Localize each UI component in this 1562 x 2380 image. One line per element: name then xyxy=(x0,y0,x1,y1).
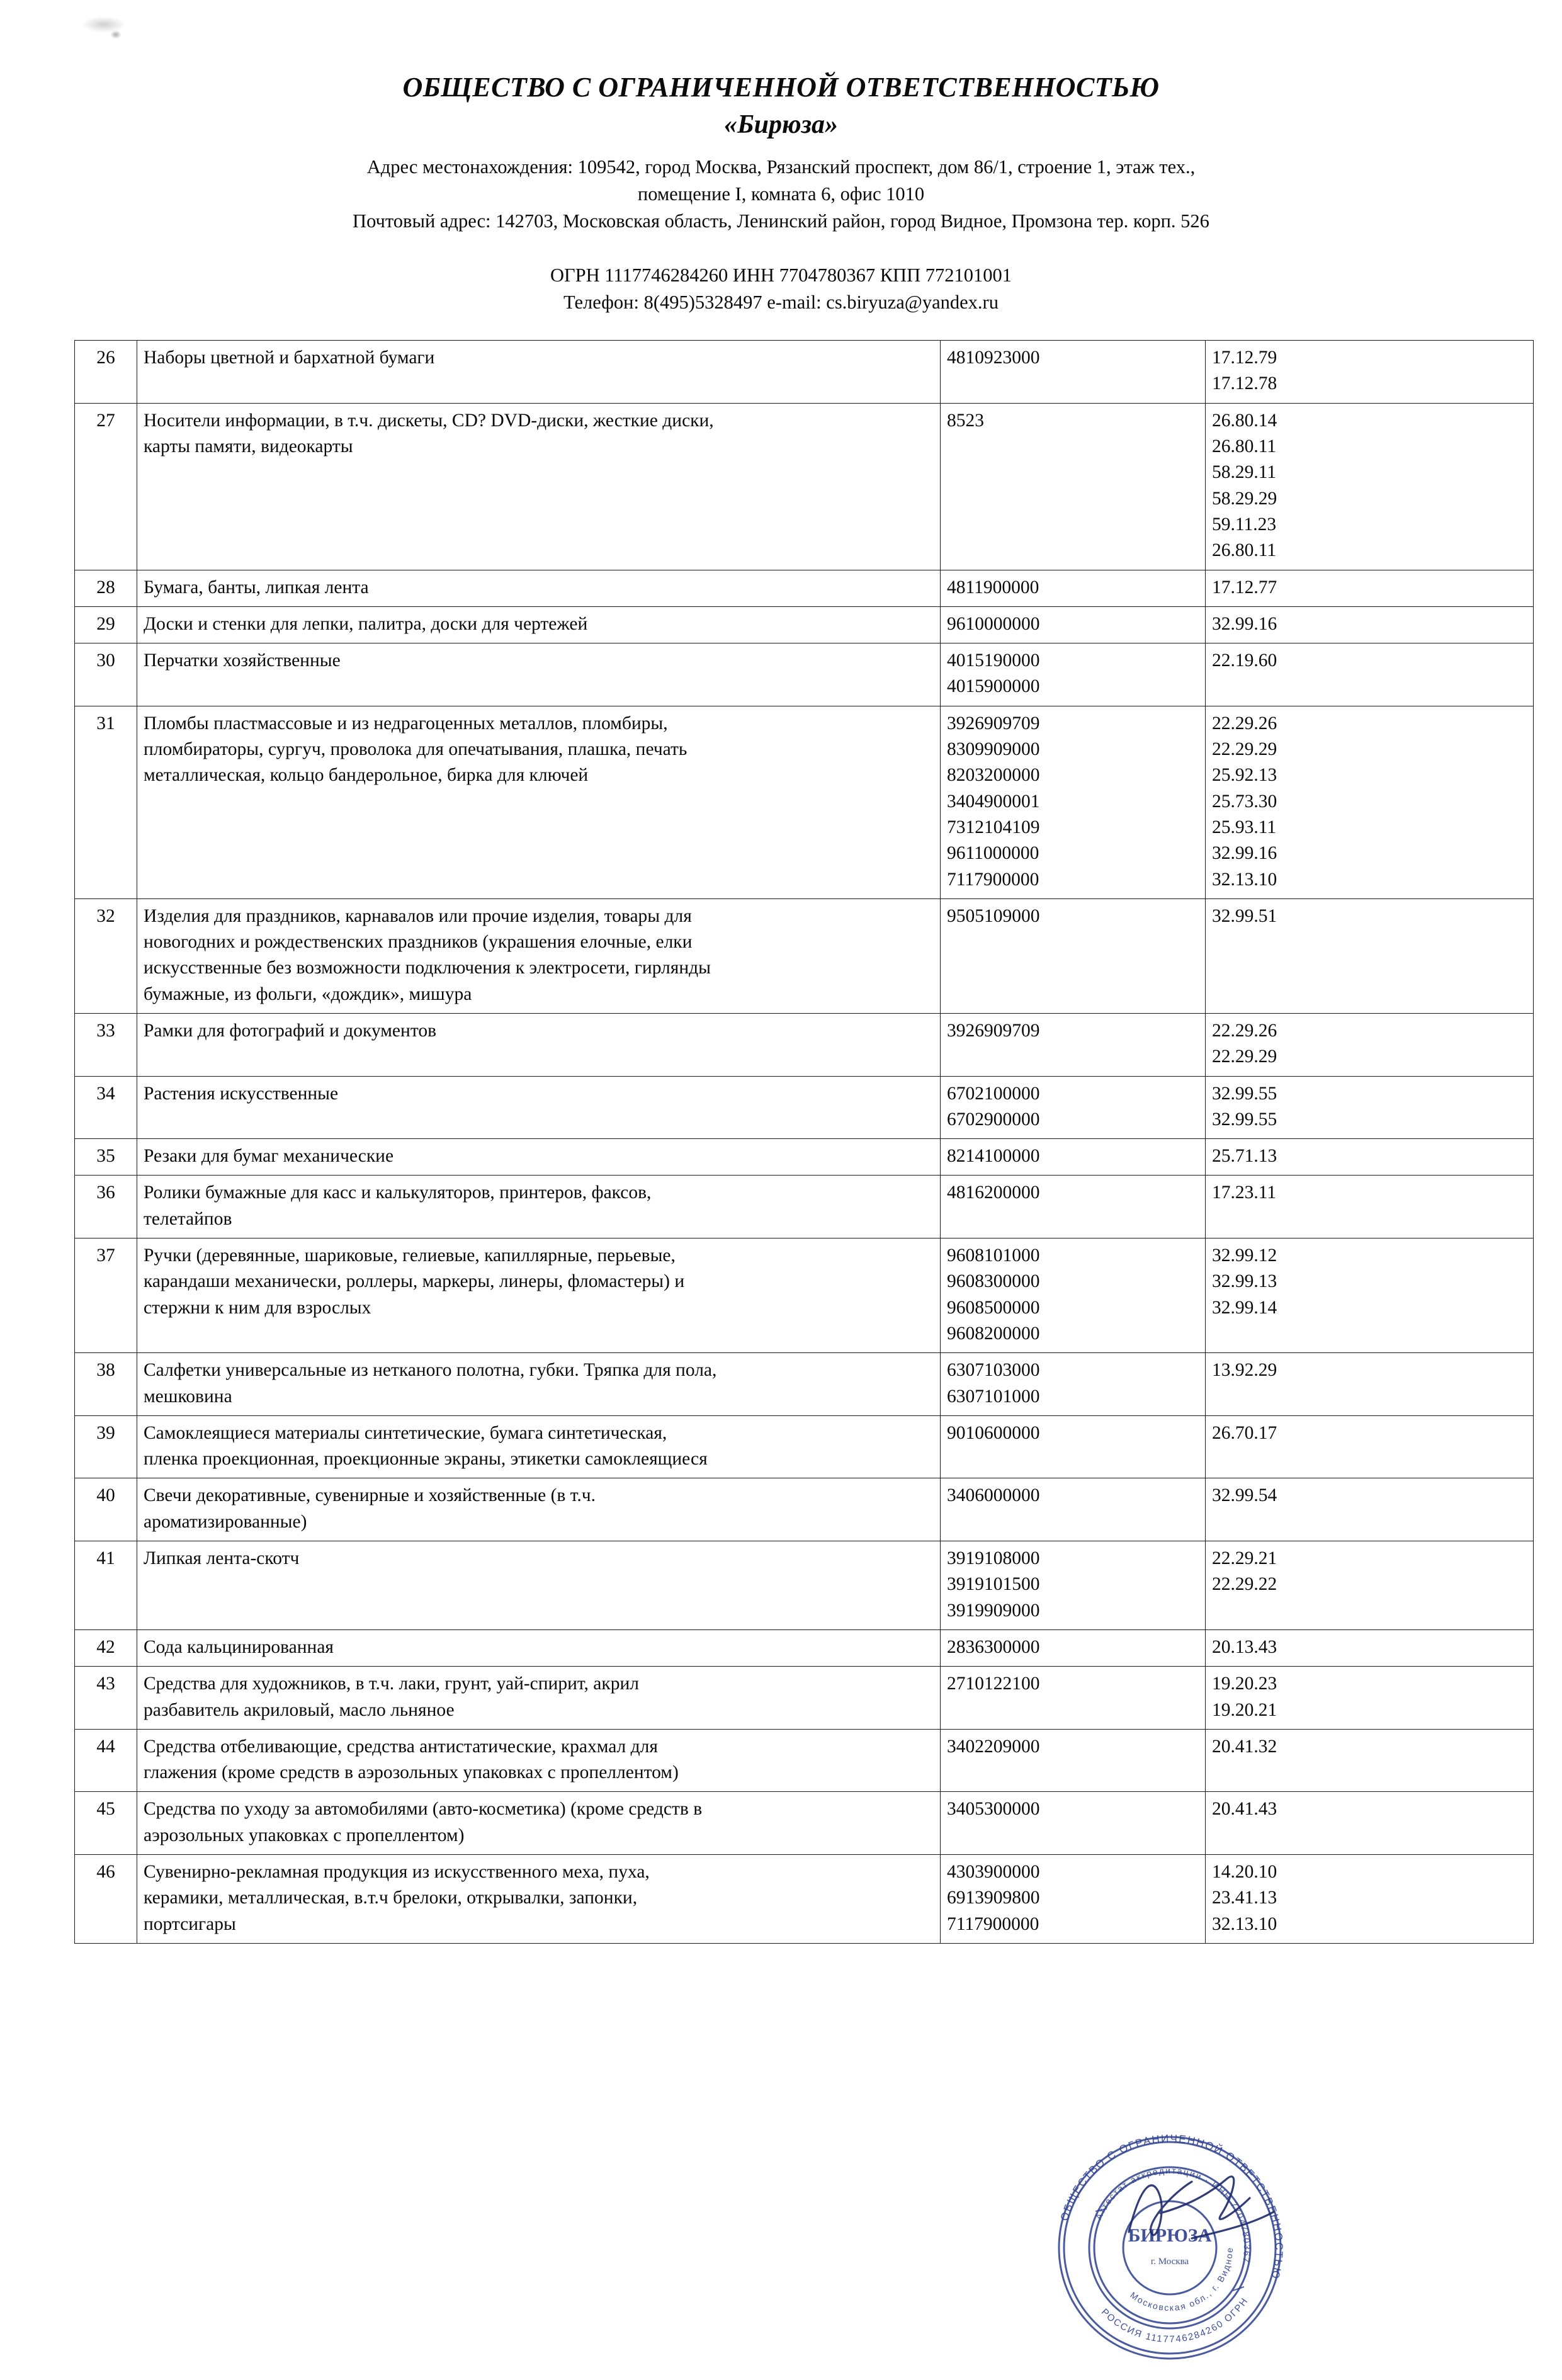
product-name xyxy=(137,1667,941,1730)
row-number: 30 xyxy=(75,643,137,706)
tnved-code xyxy=(941,1667,1206,1730)
okpd-code xyxy=(1206,1729,1534,1792)
tnved-code-line: 3919108000 xyxy=(947,1548,1040,1569)
table-row xyxy=(75,1353,1534,1416)
tnved-code-line: 3404900001 xyxy=(947,791,1040,812)
okpd-code-line: 59.11.23 xyxy=(1212,514,1277,535)
okpd-code-line: 20.13.43 xyxy=(1212,1636,1277,1657)
product-name xyxy=(137,1855,941,1944)
okpd-code-line: 19.20.21 xyxy=(1212,1699,1277,1720)
org-name: «Бирюза» xyxy=(723,110,839,139)
product-name-line: телетайпов xyxy=(144,1208,232,1229)
table-row xyxy=(75,1792,1534,1855)
row-number: 35 xyxy=(75,1139,137,1176)
tnved-code xyxy=(941,898,1206,1013)
row-number: 27 xyxy=(75,403,137,570)
tnved-code-line: 9608500000 xyxy=(947,1297,1040,1318)
product-name-line: Перчатки хозяйственные xyxy=(144,650,341,671)
scan-artifact-dot xyxy=(110,30,122,39)
company-stamp xyxy=(1038,2116,1302,2380)
tnved-code-line: 7312104109 xyxy=(947,817,1040,837)
product-name xyxy=(137,341,941,404)
table-row xyxy=(75,341,1534,404)
tnved-code-line: 4816200000 xyxy=(947,1182,1040,1203)
okpd-code xyxy=(1206,403,1534,570)
tnved-code xyxy=(941,1139,1206,1176)
row-number: 37 xyxy=(75,1238,137,1353)
tnved-code-line: 3919101500 xyxy=(947,1574,1040,1595)
product-name-line: Ролики бумажные для касс и калькуляторов, принтеров, факсов, xyxy=(144,1182,652,1203)
tnved-code-line: 4811900000 xyxy=(947,577,1039,598)
row-number: 29 xyxy=(75,606,137,643)
okpd-code-line: 13.92.29 xyxy=(1212,1360,1277,1381)
product-name-line: разбавитель акриловый, масло льняное xyxy=(144,1699,455,1720)
okpd-code xyxy=(1206,1478,1534,1541)
table-row xyxy=(75,706,1534,898)
product-name-line: Пломбы пластмассовые и из недрагоценных металлов, пломбиры, xyxy=(144,713,668,734)
tnved-code-line: 3926909709 xyxy=(947,1020,1040,1041)
product-name xyxy=(137,1478,941,1541)
tnved-code-line: 4015900000 xyxy=(947,676,1040,697)
tnved-code-line: 9010600000 xyxy=(947,1422,1040,1443)
okpd-code-line: 22.19.60 xyxy=(1212,650,1277,671)
okpd-code xyxy=(1206,1667,1534,1730)
tnved-code xyxy=(941,1629,1206,1666)
okpd-code-line: 26.80.14 xyxy=(1212,410,1277,431)
okpd-code xyxy=(1206,1238,1534,1353)
table-row xyxy=(75,1667,1534,1730)
okpd-code-line: 17.12.79 xyxy=(1212,348,1277,368)
tnved-code-line: 6307103000 xyxy=(947,1360,1040,1381)
tnved-code-line: 6702100000 xyxy=(947,1083,1040,1104)
tnved-code-line: 8309909000 xyxy=(947,739,1040,760)
product-name-line: Сода кальцинированная xyxy=(144,1636,334,1657)
tnved-code-line: 3406000000 xyxy=(947,1485,1040,1506)
okpd-code-line: 32.99.13 xyxy=(1212,1271,1277,1292)
okpd-code-line: 26.70.17 xyxy=(1212,1422,1277,1443)
tnved-code xyxy=(941,1076,1206,1139)
okpd-code xyxy=(1206,1541,1534,1630)
tnved-code-line: 6913909800 xyxy=(947,1888,1040,1908)
product-name-line: металлическая, кольцо бандерольное, бирка для ключей xyxy=(144,765,589,786)
tnved-code xyxy=(941,706,1206,898)
okpd-code xyxy=(1206,706,1534,898)
tnved-code-line: 3402209000 xyxy=(947,1736,1040,1757)
okpd-code-line: 25.93.11 xyxy=(1212,817,1277,837)
product-name-line: Самоклеящиеся материалы синтетические, бумага синтетическая, xyxy=(144,1422,667,1443)
tnved-code-line: 9608101000 xyxy=(947,1245,1040,1266)
product-name xyxy=(137,898,941,1013)
row-number: 33 xyxy=(75,1013,137,1076)
product-name xyxy=(137,1076,941,1139)
product-name xyxy=(137,643,941,706)
product-name-line: пломбираторы, сургуч, проволока для опечатывания, плашка, печать xyxy=(144,739,688,760)
product-name-line: аэрозольных упаковках с пропеллентом) xyxy=(144,1825,465,1845)
product-name xyxy=(137,1238,941,1353)
product-name-line: карандаши механически, роллеры, маркеры, линеры, фломастеры) и xyxy=(144,1271,685,1292)
product-name-line: ароматизированные) xyxy=(144,1511,307,1532)
tnved-code-line: 6702900000 xyxy=(947,1109,1040,1130)
okpd-code xyxy=(1206,1629,1534,1666)
tnved-code xyxy=(941,1353,1206,1416)
table-row xyxy=(75,1076,1534,1139)
tnved-code-line: 4303900000 xyxy=(947,1862,1040,1882)
product-name xyxy=(137,1792,941,1855)
okpd-code-line: 58.29.11 xyxy=(1212,462,1277,483)
tnved-code xyxy=(941,570,1206,606)
okpd-code-line: 17.23.11 xyxy=(1212,1182,1277,1203)
okpd-code-line: 22.29.29 xyxy=(1212,1046,1277,1067)
okpd-code-line: 32.99.51 xyxy=(1212,905,1277,926)
table-row xyxy=(75,1541,1534,1630)
product-name xyxy=(137,606,941,643)
products-table xyxy=(74,340,1534,1944)
table-row xyxy=(75,1855,1534,1944)
row-number: 39 xyxy=(75,1415,137,1478)
product-name xyxy=(137,403,941,570)
org-type: ОБЩЕСТВО С ОГРАНИЧЕННОЙ ОТВЕТСТВЕННОСТЬЮ xyxy=(402,72,1160,103)
product-name xyxy=(137,1139,941,1176)
svg-text:РОССИЯ 1117746284260 ОГРН: РОССИЯ 1117746284260 ОГРН xyxy=(1099,2295,1251,2345)
signature xyxy=(1116,2138,1305,2301)
tnved-code-line: 9608200000 xyxy=(947,1323,1040,1344)
table-row xyxy=(75,1729,1534,1792)
address-line-3: Почтовый адрес: 142703, Московская область, Ленинский район, город Видное, Промзона тер. корп. 526 xyxy=(353,210,1209,232)
okpd-code-line: 25.92.13 xyxy=(1212,765,1277,786)
reg-line-1: ОГРН 1117746284260 ИНН 7704780367 КПП 772101001 xyxy=(550,264,1012,286)
row-number: 40 xyxy=(75,1478,137,1541)
okpd-code-line: 22.29.22 xyxy=(1212,1574,1277,1595)
tnved-code xyxy=(941,1729,1206,1792)
tnved-code xyxy=(941,606,1206,643)
product-name-line: Наборы цветной и бархатной бумаги xyxy=(144,348,435,368)
tnved-code xyxy=(941,1792,1206,1855)
row-number: 28 xyxy=(75,570,137,606)
product-name-line: Средства для художников, в т.ч. лаки, грунт, уай-спирит, акрил xyxy=(144,1674,639,1694)
okpd-code xyxy=(1206,1176,1534,1238)
tnved-code-line: 9505109000 xyxy=(947,905,1040,926)
tnved-code xyxy=(941,1176,1206,1238)
product-name xyxy=(137,1629,941,1666)
svg-text:Аттестат аккредитации · ИНН 77: Аттестат аккредитации · ИНН 7704780367 xyxy=(1093,2165,1253,2265)
product-name-line: Носители информации, в т.ч. дискеты, CD? DVD-диски, жесткие диски, xyxy=(144,410,714,431)
product-name-line: Свечи декоративные, сувенирные и хозяйственные (в т.ч. xyxy=(144,1485,596,1506)
tnved-code-line: 2710122100 xyxy=(947,1674,1040,1694)
okpd-code xyxy=(1206,341,1534,404)
tnved-code-line: 8203200000 xyxy=(947,765,1040,786)
product-name-line: Бумага, банты, липкая лента xyxy=(144,577,369,598)
registration-block xyxy=(0,262,1562,317)
tnved-code-line: 3926909709 xyxy=(947,713,1040,734)
product-name xyxy=(137,1353,941,1416)
tnved-code-line: 4810923000 xyxy=(947,348,1040,368)
product-name-line: Средства по уходу за автомобилями (авто-косметика) (кроме средств в xyxy=(144,1799,703,1820)
product-name-line: пленка проекционная, проекционные экраны, этикетки самоклеящиеся xyxy=(144,1449,708,1470)
product-name-line: бумажные, из фольги, «дождик», мишура xyxy=(144,983,472,1004)
product-name-line: стержни к ним для взрослых xyxy=(144,1297,371,1318)
table-row xyxy=(75,1238,1534,1353)
product-name-line: Растения искусственные xyxy=(144,1083,339,1104)
table-row xyxy=(75,403,1534,570)
address-block xyxy=(0,154,1562,235)
okpd-code-line: 26.80.11 xyxy=(1212,540,1277,561)
tnved-code xyxy=(941,1013,1206,1076)
row-number: 32 xyxy=(75,898,137,1013)
okpd-code xyxy=(1206,1139,1534,1176)
tnved-code xyxy=(941,1238,1206,1353)
address-line-2: помещение I, комната 6, офис 1010 xyxy=(637,183,925,205)
table-row xyxy=(75,1139,1534,1176)
tnved-code-line: 4015190000 xyxy=(947,650,1040,671)
row-number: 31 xyxy=(75,706,137,898)
okpd-code-line: 23.41.13 xyxy=(1212,1888,1277,1908)
okpd-code-line: 14.20.10 xyxy=(1212,1862,1277,1882)
product-name xyxy=(137,1415,941,1478)
okpd-code-line: 58.29.29 xyxy=(1212,488,1277,509)
table-row xyxy=(75,570,1534,606)
okpd-code-line: 32.13.10 xyxy=(1212,1913,1277,1934)
okpd-code xyxy=(1206,1353,1534,1416)
okpd-code-line: 32.13.10 xyxy=(1212,869,1277,890)
product-name xyxy=(137,1541,941,1630)
table-row xyxy=(75,1176,1534,1238)
product-name-line: Резаки для бумаг механические xyxy=(144,1146,394,1167)
svg-text:БИРЮЗА: БИРЮЗА xyxy=(1128,2225,1212,2247)
okpd-code xyxy=(1206,1013,1534,1076)
okpd-code xyxy=(1206,1792,1534,1855)
okpd-code-line: 17.12.77 xyxy=(1212,577,1277,598)
tnved-code-line: 8523 xyxy=(947,410,984,431)
address-line-1: Адрес местонахождения: 109542, город Москва, Рязанский проспект, дом 86/1, строение 1, этаж тех., xyxy=(366,156,1196,178)
svg-text:г. Москва: г. Москва xyxy=(1150,2257,1189,2267)
okpd-code xyxy=(1206,898,1534,1013)
okpd-code-line: 32.99.14 xyxy=(1212,1297,1277,1318)
row-number: 26 xyxy=(75,341,137,404)
tnved-code-line: 7117900000 xyxy=(947,869,1039,890)
product-name-line: Изделия для праздников, карнавалов или прочие изделия, товары для xyxy=(144,905,692,926)
okpd-code xyxy=(1206,606,1534,643)
product-name-line: портсигары xyxy=(144,1913,236,1934)
product-name xyxy=(137,1013,941,1076)
table-row xyxy=(75,606,1534,643)
tnved-code xyxy=(941,341,1206,404)
okpd-code-line: 22.29.26 xyxy=(1212,713,1277,734)
okpd-code xyxy=(1206,1076,1534,1139)
product-name-line: искусственные без возможности подключения к электросети, гирлянды xyxy=(144,958,711,978)
tnved-code-line: 3405300000 xyxy=(947,1799,1040,1820)
tnved-code xyxy=(941,1855,1206,1944)
product-name xyxy=(137,1729,941,1792)
table-row xyxy=(75,1629,1534,1666)
product-name-line: мешковина xyxy=(144,1386,232,1407)
okpd-code-line: 26.80.11 xyxy=(1212,436,1277,457)
okpd-code xyxy=(1206,643,1534,706)
okpd-code-line: 19.20.23 xyxy=(1212,1674,1277,1694)
product-name-line: Липкая лента-скотч xyxy=(144,1548,300,1569)
tnved-code-line: 9610000000 xyxy=(947,613,1040,634)
product-name xyxy=(137,706,941,898)
tnved-code-line: 8214100000 xyxy=(947,1146,1040,1167)
table-row xyxy=(75,1013,1534,1076)
okpd-code-line: 22.29.29 xyxy=(1212,739,1277,760)
okpd-code-line: 17.12.78 xyxy=(1212,373,1277,394)
svg-text:Московская обл., г. Видное: Московская обл., г. Видное xyxy=(1128,2246,1235,2313)
table-row xyxy=(75,898,1534,1013)
row-number: 45 xyxy=(75,1792,137,1855)
row-number: 41 xyxy=(75,1541,137,1630)
okpd-code-line: 32.99.55 xyxy=(1212,1083,1277,1104)
row-number: 36 xyxy=(75,1176,137,1238)
product-name xyxy=(137,1176,941,1238)
okpd-code-line: 32.99.55 xyxy=(1212,1109,1277,1130)
row-number: 38 xyxy=(75,1353,137,1416)
product-name-line: глажения (кроме средств в аэрозольных упаковках с пропеллентом) xyxy=(144,1762,679,1783)
document-header xyxy=(0,0,1562,316)
okpd-code xyxy=(1206,1855,1534,1944)
tnved-code xyxy=(941,1415,1206,1478)
tnved-code xyxy=(941,403,1206,570)
row-number: 46 xyxy=(75,1855,137,1944)
tnved-code xyxy=(941,1478,1206,1541)
okpd-code-line: 32.99.16 xyxy=(1212,843,1277,864)
table-row xyxy=(75,1415,1534,1478)
product-name xyxy=(137,570,941,606)
okpd-code-line: 20.41.32 xyxy=(1212,1736,1277,1757)
product-name-line: Средства отбеливающие, средства антистатические, крахмал для xyxy=(144,1736,658,1757)
okpd-code-line: 25.71.13 xyxy=(1212,1146,1277,1167)
tnved-code-line: 6307101000 xyxy=(947,1386,1040,1407)
tnved-code-line: 3919909000 xyxy=(947,1600,1040,1621)
tnved-code-line: 7117900000 xyxy=(947,1913,1039,1934)
products-table-wrap xyxy=(74,340,1488,2345)
okpd-code-line: 20.41.43 xyxy=(1212,1799,1277,1820)
okpd-code xyxy=(1206,570,1534,606)
product-name-line: новогодних и рождественских праздников (украшения елочные, елки xyxy=(144,932,693,953)
okpd-code-line: 32.99.54 xyxy=(1212,1485,1277,1506)
product-name-line: Салфетки универсальные из нетканого полотна, губки. Тряпка для пола, xyxy=(144,1360,717,1381)
table-row xyxy=(75,643,1534,706)
tnved-code-line: 2836300000 xyxy=(947,1636,1040,1657)
row-number: 42 xyxy=(75,1629,137,1666)
product-name-line: Ручки (деревянные, шариковые, гелиевые, капиллярные, перьевые, xyxy=(144,1245,676,1266)
okpd-code xyxy=(1206,1415,1534,1478)
table-row xyxy=(75,1478,1534,1541)
product-name-line: Рамки для фотографий и документов xyxy=(144,1020,436,1041)
okpd-code-line: 22.29.21 xyxy=(1212,1548,1277,1569)
row-number: 44 xyxy=(75,1729,137,1792)
okpd-code-line: 32.99.16 xyxy=(1212,613,1277,634)
product-name-line: керамики, металлическая, в.т.ч брелоки, открывалки, запонки, xyxy=(144,1888,638,1908)
row-number: 43 xyxy=(75,1667,137,1730)
product-name-line: карты памяти, видеокарты xyxy=(144,436,353,457)
tnved-code xyxy=(941,1541,1206,1630)
product-name-line: Доски и стенки для лепки, палитра, доски для чертежей xyxy=(144,613,588,634)
svg-text:ОБЩЕСТВО С ОГРАНИЧЕННОЙ ОТВЕТС: ОБЩЕСТВО С ОГРАНИЧЕННОЙ ОТВЕТСТВЕННОСТЬЮ xyxy=(1058,2133,1286,2281)
row-number: 34 xyxy=(75,1076,137,1139)
reg-line-2: Телефон: 8(495)5328497 e-mail: cs.biryuza@yandex.ru xyxy=(563,291,999,313)
okpd-code-line: 22.29.26 xyxy=(1212,1020,1277,1041)
tnved-code xyxy=(941,643,1206,706)
okpd-code-line: 32.99.12 xyxy=(1212,1245,1277,1266)
okpd-code-line: 25.73.30 xyxy=(1212,791,1277,812)
tnved-code-line: 9608300000 xyxy=(947,1271,1040,1292)
tnved-code-line: 9611000000 xyxy=(947,843,1039,864)
product-name-line: Сувенирно-рекламная продукция из искусственного меха, пуха, xyxy=(144,1862,650,1882)
